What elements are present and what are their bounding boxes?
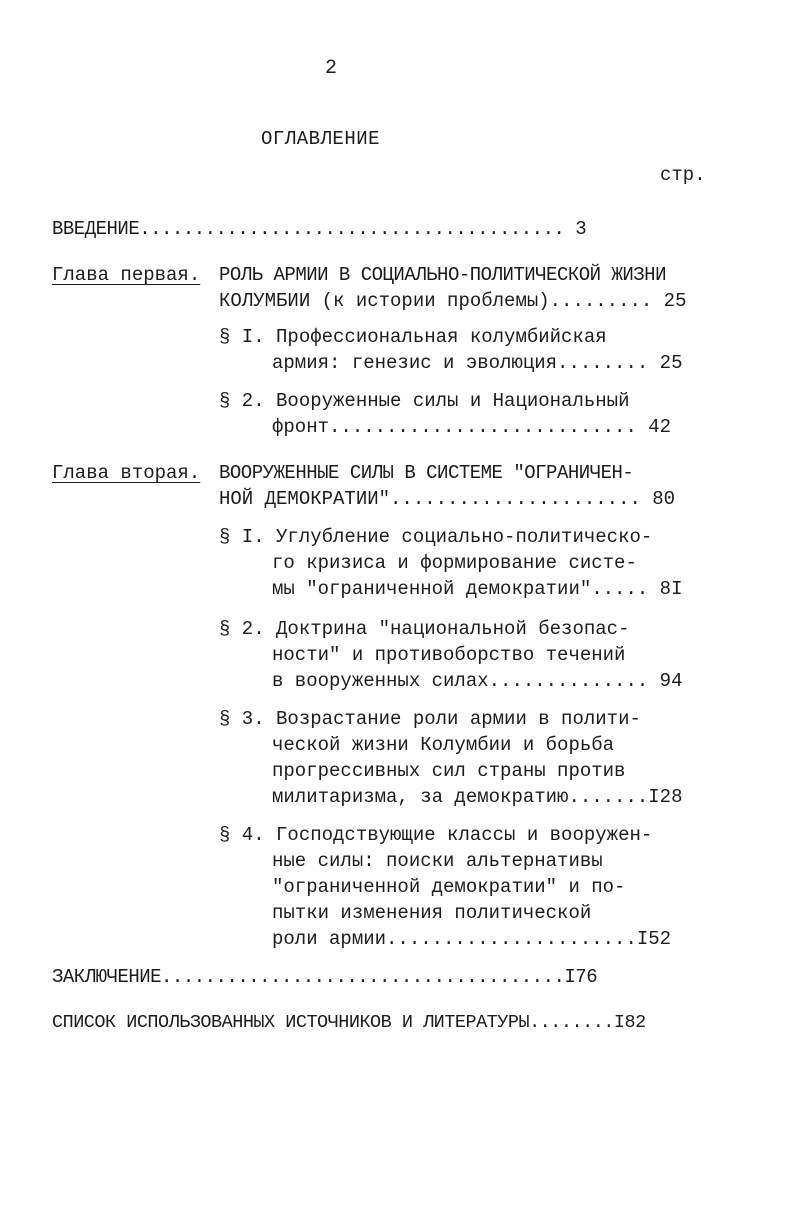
toc-entry-intro: ВВЕДЕНИЕ....................................... 3 xyxy=(52,218,587,240)
chapter-2-title-line: НОЙ ДЕМОКРАТИИ"...................... 80 xyxy=(219,488,676,510)
chapter-2-label: Глава вторая. xyxy=(52,462,201,484)
section-2-3-line: ческой жизни Колумбии и борьба xyxy=(272,734,615,756)
section-1-2-line: § 2. Вооруженные силы и Национальный xyxy=(219,390,630,412)
chapter-2-title-line: ВООРУЖЕННЫЕ СИЛЫ В СИСТЕМЕ "ОГРАНИЧЕН- xyxy=(219,462,634,484)
section-2-2-line: в вооруженных силах.............. 94 xyxy=(272,670,683,692)
section-1-1-line: § I. Профессиональная колумбийская xyxy=(219,326,607,348)
section-1-1-line: армия: генезис и эволюция........ 25 xyxy=(272,352,683,374)
section-2-2-line: § 2. Доктрина "национальной безопас- xyxy=(219,618,630,640)
section-2-4-line: "ограниченной демократии" и по- xyxy=(272,876,626,898)
section-2-4-line: ные силы: поиски альтернативы xyxy=(272,850,603,872)
chapter-1-label: Глава первая. xyxy=(52,264,201,286)
toc-title: ОГЛАВЛЕНИЕ xyxy=(261,128,381,150)
section-2-4-line: § 4. Господствующие классы и вооружен- xyxy=(219,824,653,846)
section-2-1-line: § I. Углубление социально-политическо- xyxy=(219,526,653,548)
page-number: 2 xyxy=(325,57,338,80)
chapter-1-title-line: РОЛЬ АРМИИ В СОЦИАЛЬНО-ПОЛИТИЧЕСКОЙ ЖИЗНИ xyxy=(219,264,666,286)
section-2-1-line: мы "ограниченной демократии"..... 8I xyxy=(272,578,683,600)
section-2-3-line: прогрессивных сил страны против xyxy=(272,760,626,782)
chapter-1-title-line: КОЛУМБИИ (к истории проблемы)......... 25 xyxy=(219,290,687,312)
page-column-label: стр. xyxy=(660,164,706,186)
section-2-4-line: пытки изменения политической xyxy=(272,902,592,924)
toc-entry-sources: СПИСОК ИСПОЛЬЗОВАННЫХ ИСТОЧНИКОВ И ЛИТЕРАТУРЫ........I82 xyxy=(52,1012,646,1033)
section-2-1-line: го кризиса и формирование систе- xyxy=(272,552,637,574)
section-2-3-line: § 3. Возрастание роли армии в полити- xyxy=(219,708,641,730)
toc-entry-conclusion: ЗАКЛЮЧЕНИЕ.....................................I76 xyxy=(52,966,598,988)
section-2-3-line: милитаризма, за демократию.......I28 xyxy=(272,786,683,808)
section-2-2-line: ности" и противоборство течений xyxy=(272,644,626,666)
section-1-2-line: фронт........................... 42 xyxy=(272,416,672,438)
section-2-4-line: роли армии......................I52 xyxy=(272,928,672,950)
